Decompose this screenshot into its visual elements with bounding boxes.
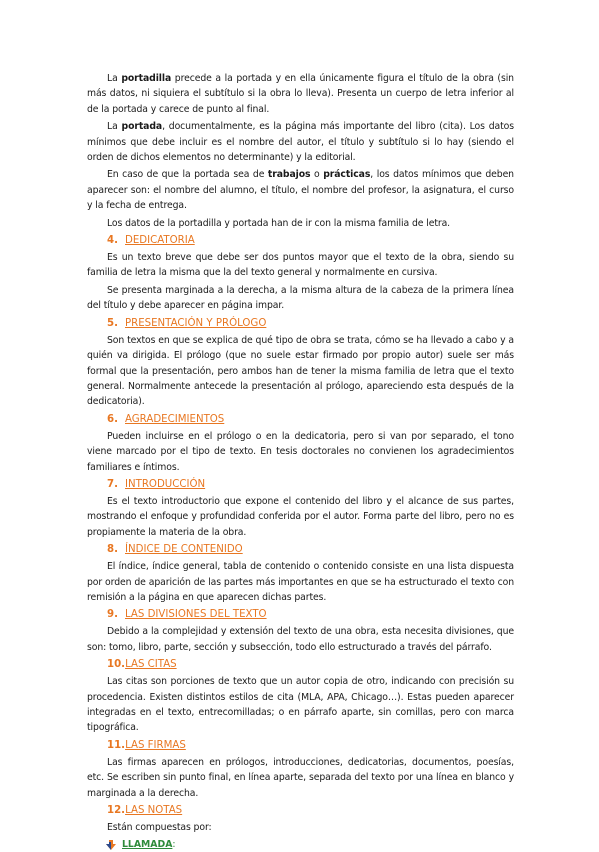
section-heading [107,412,514,427]
section-title: INTRODUCCIÓN [125,478,206,490]
section-paragraph: Debido a la complejidad y extensión del texto de una obra, esta necesita divisiones, que son: tomo, libro, parte, sección y subsección, todo ello estructurado a través del párrafo. [87,626,514,653]
section-paragraph: Son textos en que se explica de qué tipo de obra se trata, cómo se ha llevado a cabo y a quién va dirigida. El prólogo (que no suele estar firmado por propio autor) suele ser más formal que la presentación, pero ambos han de tener la misma familia de letra que el texto general. Normalmente antecede la presentación al prólogo, apareciendo esta después de la dedicatoria). [87,334,514,408]
section-number: 6. [107,413,118,425]
section-title: LAS CITAS [125,659,177,671]
section-title: LAS FIRMAS [125,739,186,751]
section-heading [107,477,514,492]
section-title: AGRADECIMIENTOS [125,413,225,425]
section-heading [107,542,514,557]
section-number: 11. [107,739,126,751]
section-number: 7. [107,478,118,490]
section-paragraph: El índice, índice general, tabla de contenido o contenido consiste en una lista dispuesta por orden de aparición de las partes más importantes en que se ha estructurado el texto con remisión a la página en que aparecen dichas partes. [87,561,514,603]
paragraph-portadilla: La portadilla precede a la portada y en ella únicamente figura el título de la obra (sin más datos, ni siquiera el subtítulo si la obra lo lleva). Presenta un cuerpo de letra inferior al de la portada y carece de punto al final. [87,73,514,115]
section-number: 5. [107,317,118,329]
section-title: LAS DIVISIONES DEL TEXTO [125,609,267,621]
section-heading [107,657,514,672]
section-paragraph: Las citas son porciones de texto que un autor copia de otro, indicando con precisión su procedencia. Existen distintos estilos de cita (MLA, APA, Chicago…). Estas pueden aparecer integradas en el texto, entrecomilladas; o en párrafo aparte, sin comillas, pero con marca tipográfica. [87,676,514,734]
section-heading [107,316,514,331]
section-title: LAS NOTAS [125,805,183,817]
section-paragraph: Pueden incluirse en el prólogo o en la dedicatoria, pero si van por separado, el tono viene marcado por el tipo de texto. En tesis doctorales no convienen los agradecimientos familiares e íntimos. [87,430,514,473]
section-number: 9. [107,609,118,621]
section-heading [107,233,514,248]
bullet-llamada: LLAMADA : [104,837,514,852]
paragraph-familia-letra: Los datos de la portadilla y portada han de ir con la misma familia de letra. [107,217,451,229]
section-number: 4. [107,235,118,247]
section-paragraph: Están compuestas por: [107,822,212,834]
section-title: PRESENTACIÓN Y PRÓLOGO [125,317,267,329]
section-heading [107,738,514,753]
section-title: DEDICATORIA [125,235,195,247]
section-paragraph: Es un texto breve que debe ser dos puntos mayor que el texto de la obra, siendo su familia de letra la misma que la del texto general y normalmente en cursiva. [87,252,514,279]
section-heading [107,803,514,818]
section-paragraph: Es el texto introductorio que expone el contenido del libro y el alcance de sus partes, mostrando el enfoque y profundidad conferida por el autor. Forma parte del libro, pero no es propiamente la materia de la obra. [87,495,514,538]
paragraph-portada: La portada, documentalmente, es la página más importante del libro (cita). Los datos mínimos que debe incluir es el nombre del autor, el título y subtítulo si lo hay (siendo el orden de dichos elementos no determinante) y la editorial. [87,121,514,164]
section-title: ÍNDICE DE CONTENIDO [125,544,243,556]
section-number: 8. [107,544,118,556]
section-paragraph: Las firmas aparecen en prólogos, introducciones, dedicatorias, documentos, poesías, etc. Se escriben sin punto final, en línea aparte, separada del texto por una línea en blanco y marginada a la derecha. [87,756,514,799]
paragraph-trabajos: En caso de que la portada sea de trabajos o prácticas, los datos mínimos que deben aparecer son: el nombre del alumno, el título, el nombre del profesor, la asignatura, el curso y la fecha de entrega. [87,169,514,212]
llamada-label: LLAMADA [122,839,173,851]
arrow-bullet-icon [104,839,118,851]
section-paragraph: Se presenta marginada a la derecha, a la misma altura de la cabeza de la primera línea del título y debe aparecer en página impar. [87,284,514,312]
section-number: 10. [107,659,126,671]
section-heading [107,607,514,622]
section-number: 12. [107,805,126,817]
